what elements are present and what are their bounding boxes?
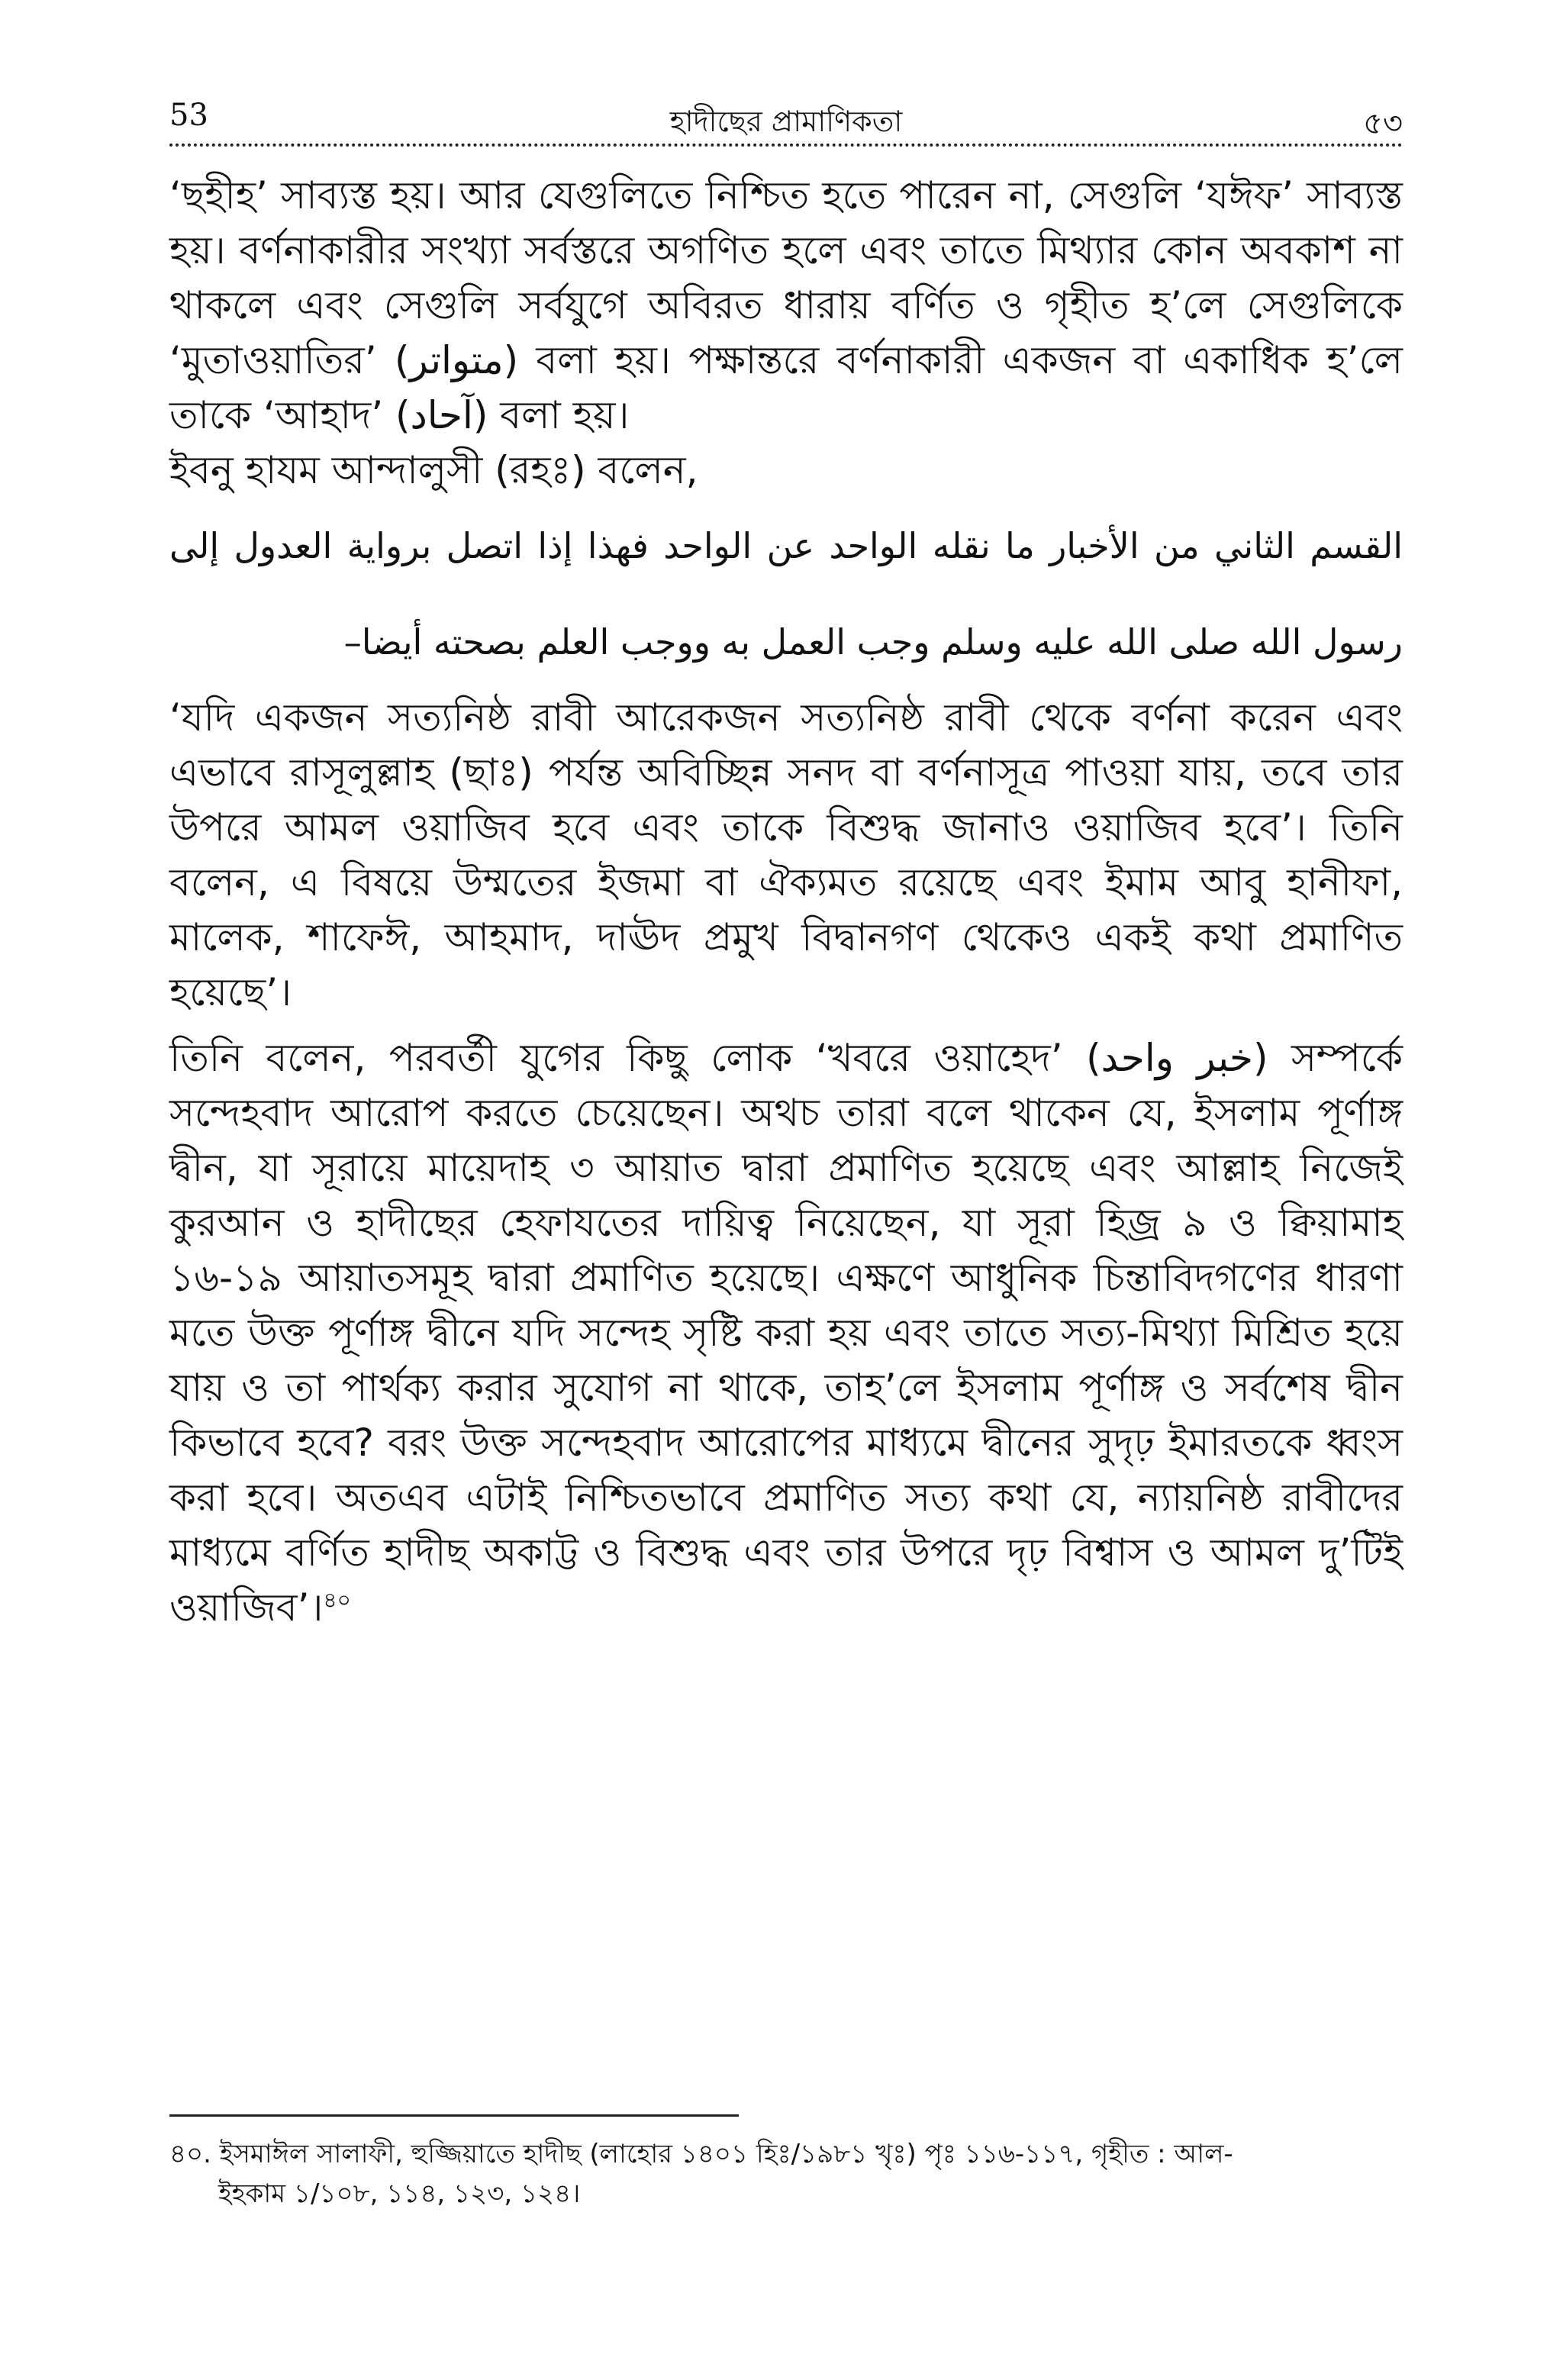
body-text: [169, 168, 1403, 1635]
paragraph-3-text: তিনি বলেন, পরবর্তী যুগের কিছু লোক ‘খবরে ওয়াহেদ’ (خبر واحد) সম্পর্কে সন্দেহবাদ আরোপ করতে চেয়েছেন। অথচ তারা বলে থাকেন যে, ইসলাম পূর্ণাঙ্গ দ্বীন, যা সূরায়ে মায়েদাহ ৩ আয়াত দ্বারা প্রমাণিত হয়েছে এবং আল্লাহ নিজেই কুরআন ও হাদীছের হেফাযতের দায়িত্ব নিয়েছেন, যা সূরা হিজ্র ৯ ও ক্বিয়ামাহ ১৬-১৯ আয়াতসমূহ দ্বারা প্রমাণিত হয়েছে। এক্ষণে আধুনিক চিন্তাবিদগণের ধারণা মতে উক্ত পূর্ণাঙ্গ দ্বীনে যদি সন্দেহ সৃষ্টি করা হয় এবং তাতে সত্য-মিথ্যা মিশ্রিত হয়ে যায় ও তা পার্থক্য করার সুযোগ না থাকে, তাহ’লে ইসলাম পূর্ণাঙ্গ ও সর্বশেষ দ্বীন কিভাবে হবে? বরং উক্ত সন্দেহবাদ আরোপের মাধ্যমে দ্বীনের সুদৃঢ় ইমারতকে ধ্বংস করা হবে। অতএব এটাই নিশ্চিতভাবে প্রমাণিত সত্য কথা যে, ন্যায়নিষ্ঠ রাবীদের মাধ্যমে বর্ণিত হাদীছ অকাট্ট ও বিশুদ্ধ এবং তার উপরে দৃঢ় বিশ্বাস ও আমল দু’টিই ওয়াজিব’।: [169, 1036, 1403, 1630]
footnote: [169, 2134, 1403, 2214]
page-number-latin: 53: [169, 98, 208, 133]
running-title: হাদীছের প্রামাণিকতা: [669, 105, 903, 138]
footnote-separator: [169, 2114, 739, 2117]
paragraph-1: ‘ছহীহ’ সাব্যস্ত হয়। আর যেগুলিতে নিশ্চিত হতে পারেন না, সেগুলি ‘যঈফ’ সাব্যস্ত হয়। বর্ণনাকারীর সংখ্যা সর্বস্তরে অগণিত হলে এবং তাতে মিথ্যার কোন অবকাশ না থাকলে এবং সেগুলি সর্বযুগে অবিরত ধারায় বর্ণিত ও গৃহীত হ’লে সেগুলিকে ‘মুতাওয়াতির’ (متواتر) বলা হয়। পক্ষান্তরে বর্ণনাকারী একজন বা একাধিক হ’লে তাকে ‘আহাদ’ (آحاد) বলা হয়।: [169, 173, 1403, 437]
paragraph-3: [169, 1030, 1403, 1635]
intro-line: ইবনু হাযম আন্দালুসী (রহঃ) বলেন,: [169, 448, 698, 492]
header-dotted-rule: [169, 144, 1403, 147]
footnote-reference[interactable]: ৪০: [323, 1587, 351, 1613]
arabic-quote: القسم الثاني من الأخبار ما نقله الواحد عن الواحد فهذا إذا اتصل برواية العدول إلى رسول الله صلى الله عليه وسلم وجب العمل به ووجب العلم بصحته أيضا–: [169, 525, 1403, 663]
paragraph-2: ‘যদি একজন সত্যনিষ্ঠ রাবী আরেকজন সত্যনিষ্ঠ রাবী থেকে বর্ণনা করেন এবং এভাবে রাসূলুল্লাহ (ছাঃ) পর্যন্ত অবিচ্ছিন্ন সনদ বা বর্ণনাসূত্র পাওয়া যায়, তবে তার উপরে আমল ওয়াজিব হবে এবং তাকে বিশুদ্ধ জানাও ওয়াজিব হবে’। তিনি বলেন, এ বিষয়ে উম্মতের ইজমা বা ঐক্যমত রয়েছে এবং ইমাম আবু হানীফা, মালেক, শাফেঈ, আহমাদ, দাঊদ প্রমুখ বিদ্বানগণ থেকেও একই কথা প্রমাণিত হয়েছে’।: [169, 695, 1403, 1014]
page-number-bengali: ৫৩: [1363, 106, 1403, 141]
page-header: [169, 98, 1403, 157]
footnote-line-1: ৪০. ইসমাঈল সালাফী, হুজ্জিয়াতে হাদীছ (লাহোর ১৪০১ হিঃ/১৯৮১ খৃঃ) পৃঃ ১১৬-১১৭, গৃহীত : আল-: [169, 2139, 1233, 2169]
footnote-line-2: ইহকাম ১/১০৮, ১১৪, ১২৩, ১২৪।: [218, 2178, 581, 2209]
